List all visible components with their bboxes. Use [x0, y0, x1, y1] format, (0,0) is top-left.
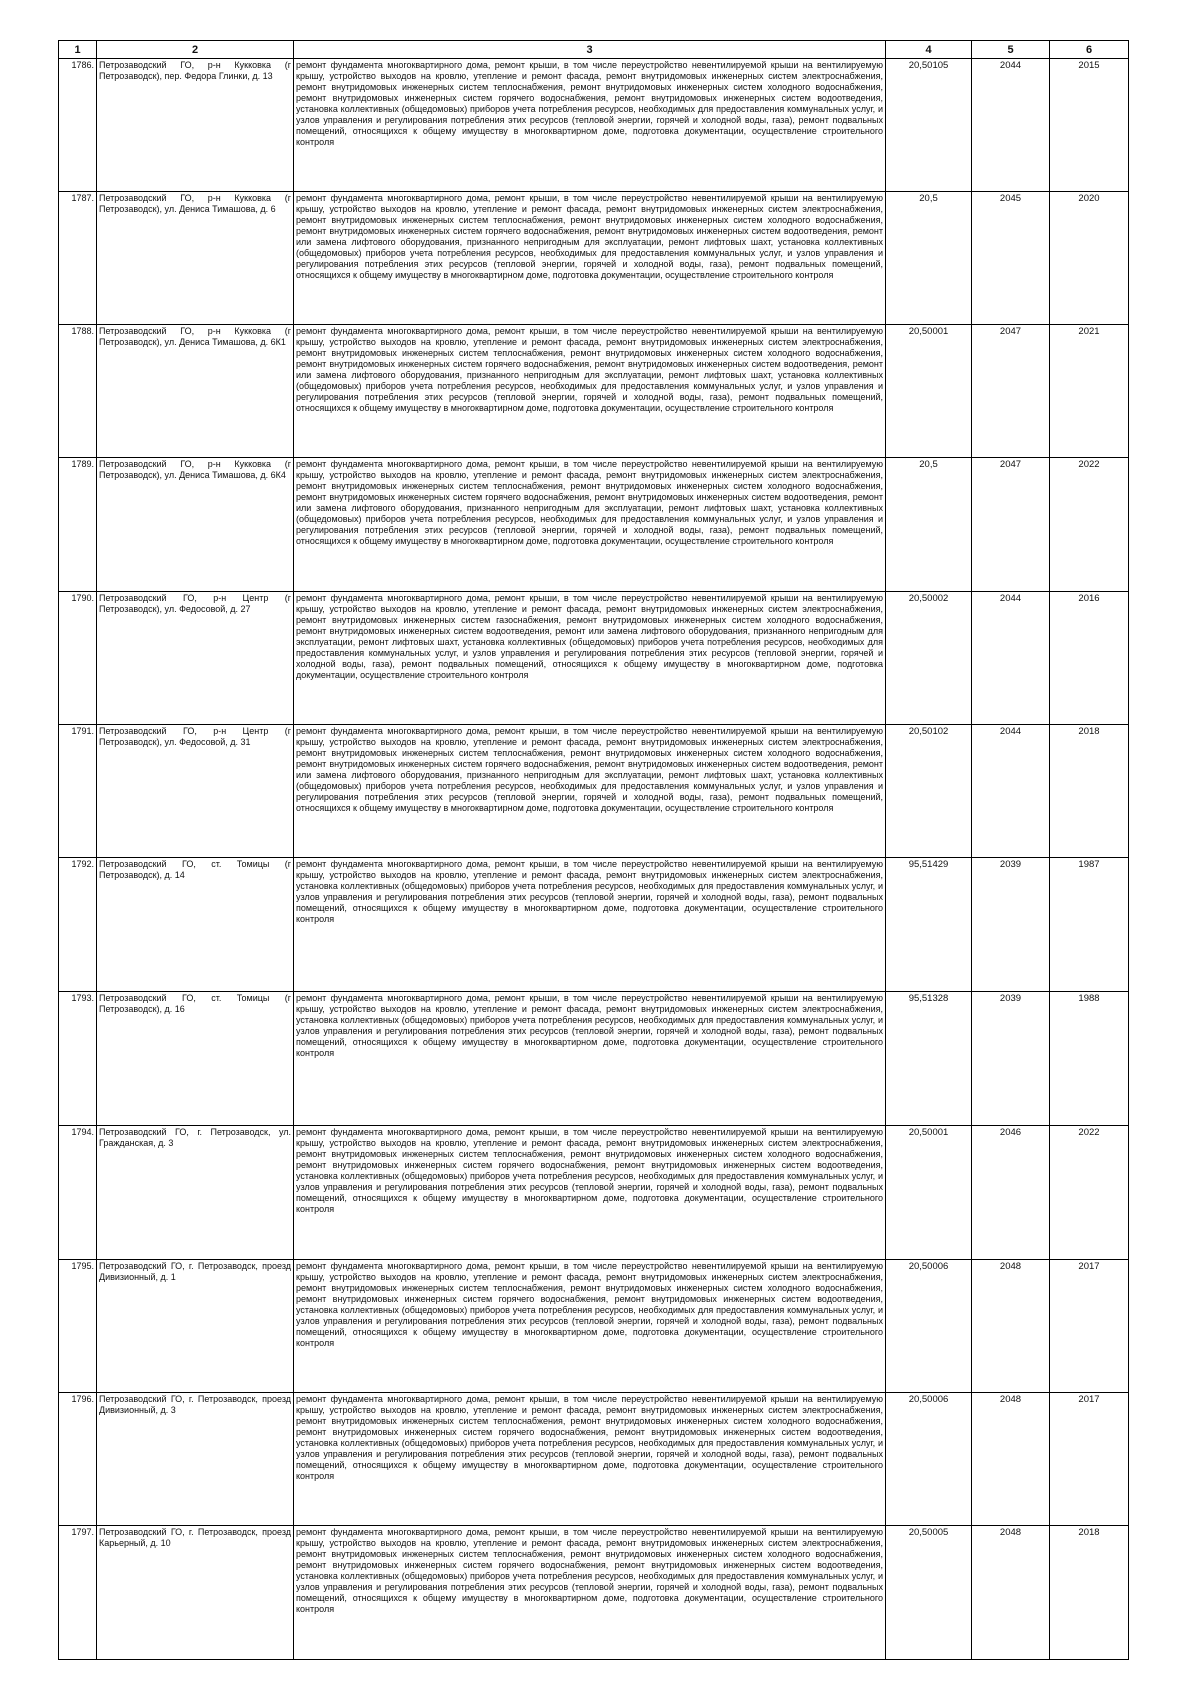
row-value-5: 2039 [972, 992, 1050, 1126]
row-value-4: 20,50002 [886, 592, 972, 725]
table-row [59, 592, 1129, 725]
row-value-6: 2022 [1050, 1126, 1129, 1260]
row-address: Петрозаводский ГО, г. Петрозаводск, ул. Гражданская, д. 3 [97, 1126, 294, 1260]
row-value-5: 2046 [972, 1126, 1050, 1260]
row-address: Петрозаводский ГО, г. Петрозаводск, проезд Дивизионный, д. 3 [97, 1393, 294, 1526]
row-address: Петрозаводский ГО, р-н Кукковка (г Петрозаводск), ул. Дениса Тимашова, д. 6К1 [97, 325, 294, 458]
row-value-5: 2048 [972, 1260, 1050, 1393]
row-address: Петрозаводский ГО, р-н Центр (г Петрозаводск), ул. Федосовой, д. 31 [97, 725, 294, 858]
table-row [59, 1126, 1129, 1260]
row-works: ремонт фундамента многоквартирного дома, ремонт крыши, в том числе переустройство невентилируемой крыши на вентилируемую крышу, устройство выходов на кровлю, утепление и ремонт фасада, ремонт внутридомовых инженерных систем электроснабжения, ремонт внутридомовых инженерных систем теплоснабжения, ремонт внутридомовых инженерных систем холодного водоснабжения, ремонт внутридомовых инженерных систем горячего водоснабжения, ремонт внутридомовых инженерных систем водоотведения, ремонт или замена лифтового оборудования, признанного непригодным для эксплуатации, ремонт лифтовых шахт, установка коллективных (общедомовых) приборов учета потребления ресурсов, необходимых для предоставления коммунальных услуг, и узлов управления и регулирования потребления этих ресурсов (тепловой энергии, горячей и холодной воды, газа), ремонт подвальных помещений, относящихся к общему имуществу в многоквартирном доме, подготовка документации, осуществление строительного контроля [294, 458, 886, 592]
row-value-6: 2018 [1050, 725, 1129, 858]
row-value-5: 2045 [972, 192, 1050, 325]
table-row [59, 992, 1129, 1126]
row-works: ремонт фундамента многоквартирного дома, ремонт крыши, в том числе переустройство невентилируемой крыши на вентилируемую крышу, устройство выходов на кровлю, утепление и ремонт фасада, ремонт внутридомовых инженерных систем электроснабжения, установка коллективных (общедомовых) приборов учета потребления ресурсов, необходимых для предоставления коммунальных услуг, и узлов управления и регулирования потребления этих ресурсов (тепловой энергии, горячей и холодной воды, газа), ремонт подвальных помещений, относящихся к общему имуществу в многоквартирном доме, подготовка документации, осуществление строительного контроля [294, 992, 886, 1126]
row-works: ремонт фундамента многоквартирного дома, ремонт крыши, в том числе переустройство невентилируемой крыши на вентилируемую крышу, устройство выходов на кровлю, утепление и ремонт фасада, ремонт внутридомовых инженерных систем электроснабжения, ремонт внутридомовых инженерных систем теплоснабжения, ремонт внутридомовых инженерных систем холодного водоснабжения, ремонт внутридомовых инженерных систем горячего водоснабжения, ремонт внутридомовых инженерных систем водоотведения, установка коллективных (общедомовых) приборов учета потребления ресурсов, необходимых для предоставления коммунальных услуг, и узлов управления и регулирования потребления этих ресурсов (тепловой энергии, горячей и холодной воды, газа), ремонт подвальных помещений, относящихся к общему имуществу в многоквартирном доме, подготовка документации, осуществление строительного контроля [294, 1126, 886, 1260]
row-address: Петрозаводский ГО, р-н Центр (г Петрозаводск), ул. Федосовой, д. 27 [97, 592, 294, 725]
row-value-4: 20,50006 [886, 1260, 972, 1393]
row-value-4: 20,50005 [886, 1526, 972, 1660]
column-header-5: 5 [972, 41, 1050, 59]
row-number: 1795. [59, 1260, 97, 1393]
row-works: ремонт фундамента многоквартирного дома, ремонт крыши, в том числе переустройство невентилируемой крыши на вентилируемую крышу, устройство выходов на кровлю, утепление и ремонт фасада, ремонт внутридомовых инженерных систем электроснабжения, ремонт внутридомовых инженерных систем теплоснабжения, ремонт внутридомовых инженерных систем холодного водоснабжения, ремонт внутридомовых инженерных систем горячего водоснабжения, ремонт внутридомовых инженерных систем водоотведения, установка коллективных (общедомовых) приборов учета потребления ресурсов, необходимых для предоставления коммунальных услуг, и узлов управления и регулирования потребления этих ресурсов (тепловой энергии, горячей и холодной воды, газа), ремонт подвальных помещений, относящихся к общему имуществу в многоквартирном доме, подготовка документации, осуществление строительного контроля [294, 59, 886, 192]
row-works: ремонт фундамента многоквартирного дома, ремонт крыши, в том числе переустройство невентилируемой крыши на вентилируемую крышу, устройство выходов на кровлю, утепление и ремонт фасада, ремонт внутридомовых инженерных систем электроснабжения, установка коллективных (общедомовых) приборов учета потребления ресурсов, необходимых для предоставления коммунальных услуг, и узлов управления и регулирования потребления этих ресурсов (тепловой энергии, горячей и холодной воды, газа), ремонт подвальных помещений, относящихся к общему имуществу в многоквартирном доме, подготовка документации, осуществление строительного контроля [294, 858, 886, 992]
row-value-6: 2015 [1050, 59, 1129, 192]
row-number: 1796. [59, 1393, 97, 1526]
table-row [59, 59, 1129, 192]
row-value-6: 2017 [1050, 1260, 1129, 1393]
row-number: 1786. [59, 59, 97, 192]
row-value-5: 2048 [972, 1526, 1050, 1660]
row-value-5: 2047 [972, 325, 1050, 458]
row-value-5: 2039 [972, 858, 1050, 992]
row-works: ремонт фундамента многоквартирного дома, ремонт крыши, в том числе переустройство невентилируемой крыши на вентилируемую крышу, устройство выходов на кровлю, утепление и ремонт фасада, ремонт внутридомовых инженерных систем электроснабжения, ремонт внутридомовых инженерных систем теплоснабжения, ремонт внутридомовых инженерных систем холодного водоснабжения, ремонт внутридомовых инженерных систем горячего водоснабжения, ремонт внутридомовых инженерных систем водоотведения, установка коллективных (общедомовых) приборов учета потребления ресурсов, необходимых для предоставления коммунальных услуг, и узлов управления и регулирования потребления этих ресурсов (тепловой энергии, горячей и холодной воды, газа), ремонт подвальных помещений, относящихся к общему имуществу в многоквартирном доме, подготовка документации, осуществление строительного контроля [294, 1260, 886, 1393]
row-value-5: 2044 [972, 592, 1050, 725]
table-row [59, 192, 1129, 325]
row-value-6: 2017 [1050, 1393, 1129, 1526]
row-number: 1789. [59, 458, 97, 592]
row-value-5: 2044 [972, 725, 1050, 858]
row-address: Петрозаводский ГО, ст. Томицы (г Петрозаводск), д. 14 [97, 858, 294, 992]
row-value-6: 2018 [1050, 1526, 1129, 1660]
document-sheet [58, 40, 1128, 1660]
row-value-4: 20,50006 [886, 1393, 972, 1526]
table-row [59, 1260, 1129, 1393]
row-works: ремонт фундамента многоквартирного дома, ремонт крыши, в том числе переустройство невентилируемой крыши на вентилируемую крышу, устройство выходов на кровлю, утепление и ремонт фасада, ремонт внутридомовых инженерных систем электроснабжения, ремонт внутридомовых инженерных систем теплоснабжения, ремонт внутридомовых инженерных систем холодного водоснабжения, ремонт внутридомовых инженерных систем горячего водоснабжения, ремонт внутридомовых инженерных систем водоотведения, ремонт или замена лифтового оборудования, признанного непригодным для эксплуатации, ремонт лифтовых шахт, установка коллективных (общедомовых) приборов учета потребления ресурсов, необходимых для предоставления коммунальных услуг, и узлов управления и регулирования потребления этих ресурсов (тепловой энергии, горячей и холодной воды, газа), ремонт подвальных помещений, относящихся к общему имуществу в многоквартирном доме, подготовка документации, осуществление строительного контроля [294, 325, 886, 458]
row-address: Петрозаводский ГО, г. Петрозаводск, проезд Карьерный, д. 10 [97, 1526, 294, 1660]
row-value-6: 2022 [1050, 458, 1129, 592]
row-value-6: 1988 [1050, 992, 1129, 1126]
row-address: Петрозаводский ГО, г. Петрозаводск, проезд Дивизионный, д. 1 [97, 1260, 294, 1393]
row-value-5: 2048 [972, 1393, 1050, 1526]
row-works: ремонт фундамента многоквартирного дома, ремонт крыши, в том числе переустройство невентилируемой крыши на вентилируемую крышу, устройство выходов на кровлю, утепление и ремонт фасада, ремонт внутридомовых инженерных систем электроснабжения, ремонт внутридомовых инженерных систем теплоснабжения, ремонт внутридомовых инженерных систем холодного водоснабжения, ремонт внутридомовых инженерных систем горячего водоснабжения, ремонт внутридомовых инженерных систем водоотведения, установка коллективных (общедомовых) приборов учета потребления ресурсов, необходимых для предоставления коммунальных услуг, и узлов управления и регулирования потребления этих ресурсов (тепловой энергии, горячей и холодной воды, газа), ремонт подвальных помещений, относящихся к общему имуществу в многоквартирном доме, подготовка документации, осуществление строительного контроля [294, 1526, 886, 1660]
row-value-4: 20,50102 [886, 725, 972, 858]
row-value-5: 2044 [972, 59, 1050, 192]
row-value-4: 20,50001 [886, 1126, 972, 1260]
column-header-4: 4 [886, 41, 972, 59]
row-address: Петрозаводский ГО, р-н Кукковка (г Петрозаводск), ул. Дениса Тимашова, д. 6 [97, 192, 294, 325]
row-value-4: 20,5 [886, 458, 972, 592]
row-value-4: 95,51328 [886, 992, 972, 1126]
capital-repair-table [58, 40, 1129, 1660]
row-number: 1791. [59, 725, 97, 858]
row-number: 1788. [59, 325, 97, 458]
column-header-6: 6 [1050, 41, 1129, 59]
column-header-3: 3 [294, 41, 886, 59]
table-row [59, 1393, 1129, 1526]
row-works: ремонт фундамента многоквартирного дома, ремонт крыши, в том числе переустройство невентилируемой крыши на вентилируемую крышу, устройство выходов на кровлю, утепление и ремонт фасада, ремонт внутридомовых инженерных систем электроснабжения, ремонт внутридомовых инженерных систем газоснабжения, ремонт внутридомовых инженерных систем холодного водоснабжения, ремонт внутридомовых инженерных систем водоотведения, ремонт или замена лифтового оборудования, признанного непригодным для эксплуатации, ремонт лифтовых шахт, установка коллективных (общедомовых) приборов учета потребления ресурсов, необходимых для предоставления коммунальных услуг, и узлов управления и регулирования потребления этих ресурсов (тепловой энергии, горячей и холодной воды, газа), ремонт подвальных помещений, относящихся к общему имуществу в многоквартирном доме, подготовка документации, осуществление строительного контроля [294, 592, 886, 725]
row-value-4: 20,50105 [886, 59, 972, 192]
table-row [59, 725, 1129, 858]
row-value-6: 1987 [1050, 858, 1129, 992]
row-value-6: 2021 [1050, 325, 1129, 458]
row-works: ремонт фундамента многоквартирного дома, ремонт крыши, в том числе переустройство невентилируемой крыши на вентилируемую крышу, устройство выходов на кровлю, утепление и ремонт фасада, ремонт внутридомовых инженерных систем электроснабжения, ремонт внутридомовых инженерных систем теплоснабжения, ремонт внутридомовых инженерных систем холодного водоснабжения, ремонт внутридомовых инженерных систем горячего водоснабжения, ремонт внутридомовых инженерных систем водоотведения, ремонт или замена лифтового оборудования, признанного непригодным для эксплуатации, ремонт лифтовых шахт, установка коллективных (общедомовых) приборов учета потребления ресурсов, необходимых для предоставления коммунальных услуг, и узлов управления и регулирования потребления этих ресурсов (тепловой энергии, горячей и холодной воды, газа), ремонт подвальных помещений, относящихся к общему имуществу в многоквартирном доме, подготовка документации, осуществление строительного контроля [294, 192, 886, 325]
row-value-6: 2020 [1050, 192, 1129, 325]
table-header-row [59, 41, 1129, 59]
row-number: 1790. [59, 592, 97, 725]
row-value-6: 2016 [1050, 592, 1129, 725]
row-address: Петрозаводский ГО, ст. Томицы (г Петрозаводск), д. 16 [97, 992, 294, 1126]
row-number: 1797. [59, 1526, 97, 1660]
row-value-4: 95,51429 [886, 858, 972, 992]
row-number: 1793. [59, 992, 97, 1126]
table-row [59, 858, 1129, 992]
row-number: 1787. [59, 192, 97, 325]
table-row [59, 458, 1129, 592]
row-number: 1792. [59, 858, 97, 992]
column-header-1: 1 [59, 41, 97, 59]
row-value-4: 20,5 [886, 192, 972, 325]
row-address: Петрозаводский ГО, р-н Кукковка (г Петрозаводск), ул. Дениса Тимашова, д. 6К4 [97, 458, 294, 592]
row-works: ремонт фундамента многоквартирного дома, ремонт крыши, в том числе переустройство невентилируемой крыши на вентилируемую крышу, устройство выходов на кровлю, утепление и ремонт фасада, ремонт внутридомовых инженерных систем электроснабжения, ремонт внутридомовых инженерных систем теплоснабжения, ремонт внутридомовых инженерных систем холодного водоснабжения, ремонт внутридомовых инженерных систем горячего водоснабжения, ремонт внутридомовых инженерных систем водоотведения, установка коллективных (общедомовых) приборов учета потребления ресурсов, необходимых для предоставления коммунальных услуг, и узлов управления и регулирования потребления этих ресурсов (тепловой энергии, горячей и холодной воды, газа), ремонт подвальных помещений, относящихся к общему имуществу в многоквартирном доме, подготовка документации, осуществление строительного контроля [294, 1393, 886, 1526]
row-number: 1794. [59, 1126, 97, 1260]
column-header-2: 2 [97, 41, 294, 59]
table-row [59, 325, 1129, 458]
row-value-5: 2047 [972, 458, 1050, 592]
table-row [59, 1526, 1129, 1660]
row-address: Петрозаводский ГО, р-н Кукковка (г Петрозаводск), пер. Федора Глинки, д. 13 [97, 59, 294, 192]
row-value-4: 20,50001 [886, 325, 972, 458]
row-works: ремонт фундамента многоквартирного дома, ремонт крыши, в том числе переустройство невентилируемой крыши на вентилируемую крышу, устройство выходов на кровлю, утепление и ремонт фасада, ремонт внутридомовых инженерных систем электроснабжения, ремонт внутридомовых инженерных систем теплоснабжения, ремонт внутридомовых инженерных систем холодного водоснабжения, ремонт внутридомовых инженерных систем горячего водоснабжения, ремонт внутридомовых инженерных систем водоотведения, ремонт или замена лифтового оборудования, признанного непригодным для эксплуатации, ремонт лифтовых шахт, установка коллективных (общедомовых) приборов учета потребления ресурсов, необходимых для предоставления коммунальных услуг, и узлов управления и регулирования потребления этих ресурсов (тепловой энергии, горячей и холодной воды, газа), ремонт подвальных помещений, относящихся к общему имуществу в многоквартирном доме, подготовка документации, осуществление строительного контроля [294, 725, 886, 858]
